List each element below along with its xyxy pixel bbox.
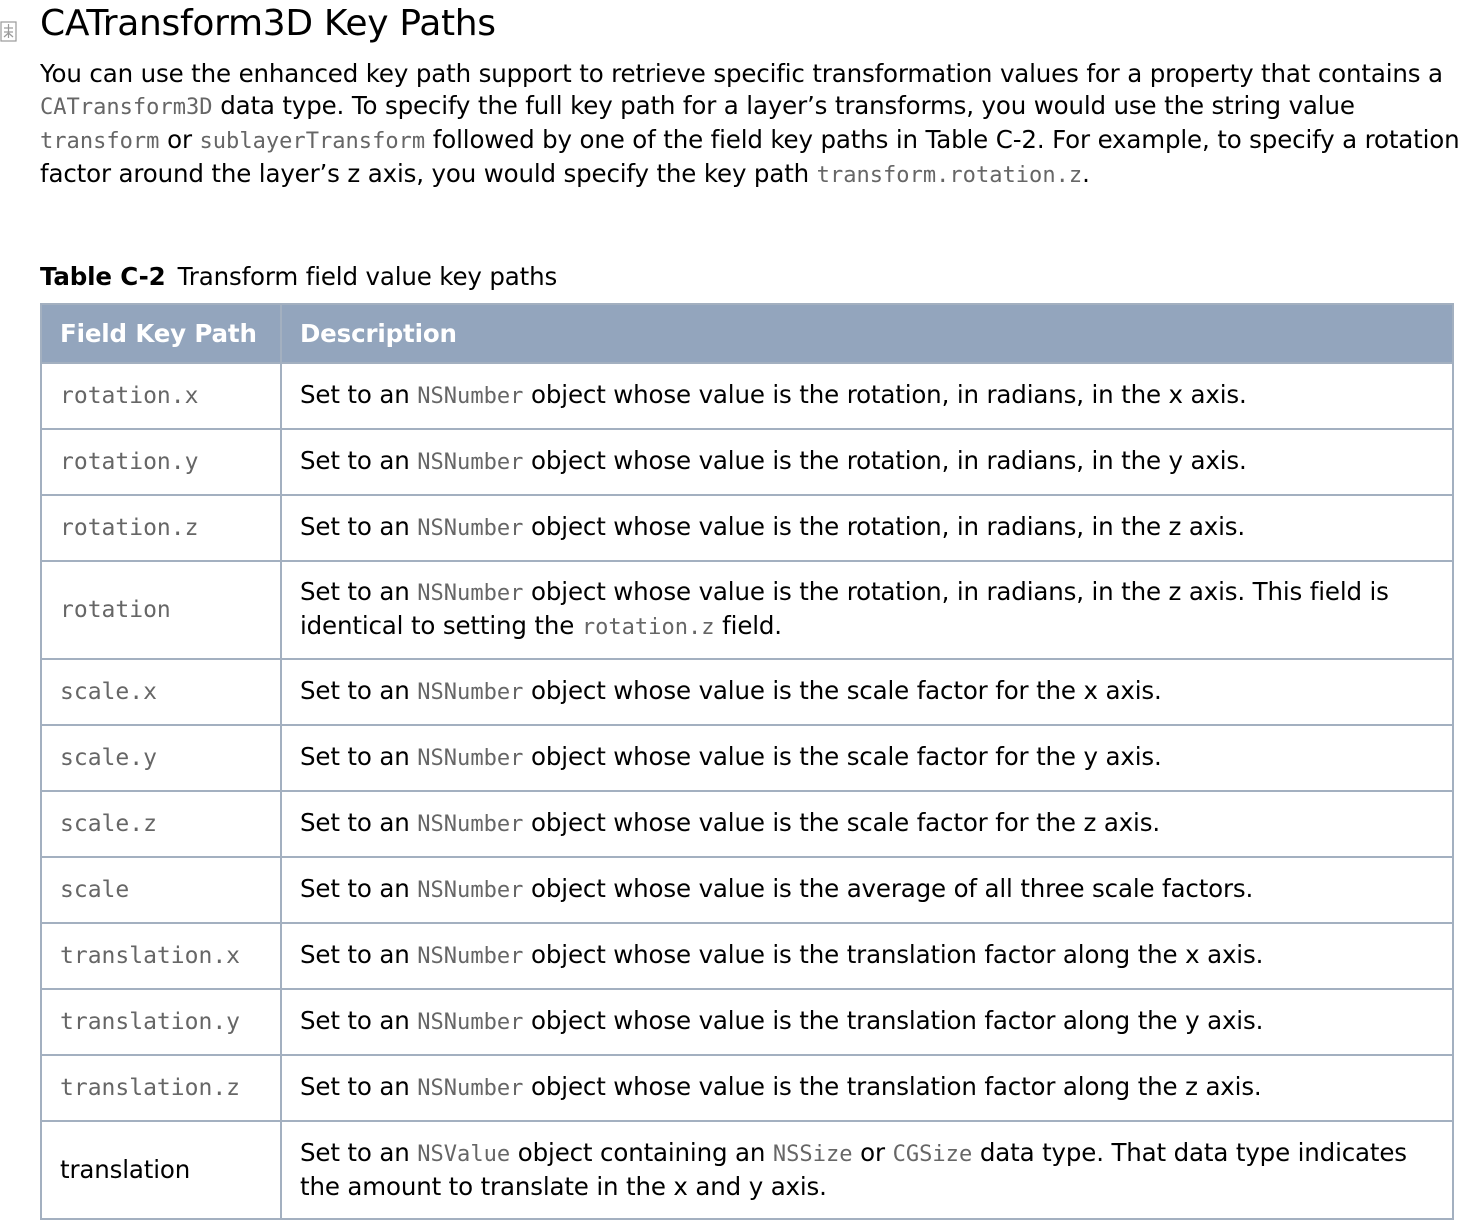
desc-text: object whose value is the scale factor for the y axis. — [523, 742, 1162, 771]
description-cell — [281, 857, 1453, 923]
table-row — [41, 989, 1453, 1055]
table-row — [41, 429, 1453, 495]
table-row — [41, 791, 1453, 857]
desc-text: Set to an — [300, 577, 418, 606]
code-nsnumber: NSNumber — [417, 1076, 524, 1101]
desc-text: Set to an — [300, 874, 418, 903]
code-cgsize: CGSize — [892, 1142, 973, 1167]
anchor-icon[interactable] — [0, 20, 17, 42]
intro-text: . — [1082, 159, 1090, 188]
desc-text: object whose value is the rotation, in radians, in the x axis. — [523, 380, 1247, 409]
desc-text: Set to an — [300, 446, 418, 475]
desc-text: Set to an — [300, 742, 418, 771]
key-path-cell: rotation.z — [41, 495, 281, 561]
desc-text: object whose value is the translation factor along the x axis. — [523, 940, 1264, 969]
description-cell — [281, 659, 1453, 725]
description-cell — [281, 725, 1453, 791]
desc-text: object whose value is the scale factor for the z axis. — [523, 808, 1160, 837]
code-sublayer-transform: sublayerTransform — [199, 129, 426, 154]
description-cell — [281, 1121, 1453, 1219]
key-path-cell: translation.x — [41, 923, 281, 989]
code-nsnumber: NSNumber — [417, 878, 524, 903]
key-path-cell: scale.z — [41, 791, 281, 857]
desc-text: Set to an — [300, 512, 418, 541]
table-header-row — [41, 304, 1453, 363]
intro-text: followed by one of the field key paths in Table C-2. For example, to specify a rotation factor around the layer’s z axis, you would specify the key path — [40, 125, 1460, 188]
intro-text: You can use the enhanced key path support to retrieve specific transformation values for a property that contains a — [40, 59, 1443, 88]
key-path-cell: rotation.x — [41, 363, 281, 429]
page-title: CATransform3D Key Paths — [40, 3, 496, 44]
key-path-cell: rotation — [41, 561, 281, 659]
code-nsnumber: NSNumber — [417, 746, 524, 771]
table-row — [41, 1055, 1453, 1121]
description-cell — [281, 363, 1453, 429]
table-row — [41, 923, 1453, 989]
key-path-cell: rotation.y — [41, 429, 281, 495]
desc-text: object whose value is the average of all three scale factors. — [523, 874, 1254, 903]
code-nssize: NSSize — [772, 1142, 853, 1167]
desc-text: Set to an — [300, 1138, 418, 1167]
description-cell — [281, 1055, 1453, 1121]
code-nsnumber: NSNumber — [417, 384, 524, 409]
desc-text: data type. That data type indicates the amount to translate in the x and y axis. — [300, 1138, 1407, 1201]
key-path-cell: translation.y — [41, 989, 281, 1055]
code-transform: transform — [40, 129, 160, 154]
desc-text: field. — [714, 611, 782, 640]
key-path-cell: translation.z — [41, 1055, 281, 1121]
table-caption — [40, 261, 557, 293]
description-cell — [281, 989, 1453, 1055]
description-cell — [281, 923, 1453, 989]
code-nsnumber: NSNumber — [417, 581, 524, 606]
key-path-cell: scale — [41, 857, 281, 923]
code-rotation-z: rotation.z — [581, 615, 715, 640]
key-path-cell: scale.y — [41, 725, 281, 791]
intro-text: data type. To specify the full key path for a layer’s transforms, you would use the string value — [212, 91, 1355, 120]
table-row — [41, 495, 1453, 561]
table-row — [41, 857, 1453, 923]
desc-text: object whose value is the rotation, in radians, in the z axis. This field is identical to setting the — [300, 577, 1389, 640]
description-cell — [281, 429, 1453, 495]
desc-text: object whose value is the scale factor for the x axis. — [523, 676, 1162, 705]
key-path-cell: scale.x — [41, 659, 281, 725]
table-caption-number: Table C-2 — [40, 262, 166, 291]
desc-text: object whose value is the translation factor along the y axis. — [523, 1006, 1264, 1035]
table-caption-text: Transform field value key paths — [177, 262, 558, 291]
desc-text: object whose value is the rotation, in radians, in the y axis. — [523, 446, 1247, 475]
table-row — [41, 659, 1453, 725]
description-cell — [281, 495, 1453, 561]
table-row — [41, 561, 1453, 659]
code-transform-rotation-z: transform.rotation.z — [816, 163, 1083, 188]
desc-text: object whose value is the translation factor along the z axis. — [523, 1072, 1262, 1101]
header-description: Description — [281, 304, 1453, 363]
desc-text: Set to an — [300, 1006, 418, 1035]
desc-text: object containing an — [510, 1138, 773, 1167]
table-row — [41, 363, 1453, 429]
key-path-table — [40, 303, 1454, 1220]
header-field-key-path: Field Key Path — [41, 304, 281, 363]
desc-text: Set to an — [300, 1072, 418, 1101]
desc-text: Set to an — [300, 380, 418, 409]
code-nsnumber: NSNumber — [417, 680, 524, 705]
desc-text: Set to an — [300, 676, 418, 705]
description-cell — [281, 561, 1453, 659]
key-path-cell: translation — [41, 1121, 281, 1219]
intro-text: or — [159, 125, 200, 154]
description-cell — [281, 791, 1453, 857]
code-nsnumber: NSNumber — [417, 450, 524, 475]
code-nsnumber: NSNumber — [417, 516, 524, 541]
code-catransform3d: CATransform3D — [40, 95, 213, 120]
intro-paragraph — [40, 58, 1460, 192]
table-row — [41, 725, 1453, 791]
code-nsvalue: NSValue — [417, 1142, 511, 1167]
code-nsnumber: NSNumber — [417, 812, 524, 837]
desc-text: Set to an — [300, 808, 418, 837]
desc-text: Set to an — [300, 940, 418, 969]
code-nsnumber: NSNumber — [417, 944, 524, 969]
table-row — [41, 1121, 1453, 1219]
desc-text: object whose value is the rotation, in radians, in the z axis. — [523, 512, 1246, 541]
desc-text: or — [852, 1138, 893, 1167]
code-nsnumber: NSNumber — [417, 1010, 524, 1035]
